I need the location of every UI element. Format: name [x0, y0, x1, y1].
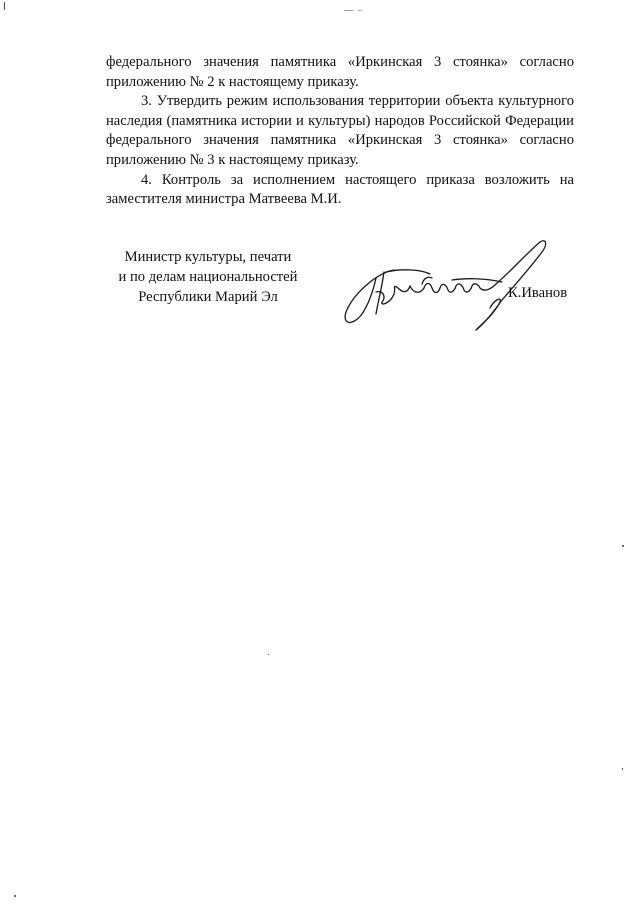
- signatory-title-line: Республики Марий Эл: [138, 289, 278, 305]
- paragraph-continuation: федерального значения памятника «Иркинская 3 стоянка» согласно приложению № 2 к настоящему приказу.: [106, 54, 574, 90]
- header-mark: — −: [344, 5, 364, 15]
- signatory-title-line: и по делам национальностей: [118, 269, 298, 285]
- signatory-title-line: Министр культуры, печати: [124, 249, 292, 265]
- paragraph-item-3: 3. Утвердить режим использования территории объекта культурного наследия (памятника истории и культуры) народов Российской Федерации федерального значения памятника «Иркинская 3 стоянка» согласно приложению № 3 к настоящему приказу.: [106, 93, 574, 168]
- order-body: [106, 53, 574, 210]
- signatory-name: К.Иванов: [508, 285, 568, 301]
- paragraph-item-4: 4. Контроль за исполнением настоящего приказа возложить на заместителя министра Матвеева М.И.: [106, 171, 574, 208]
- handwritten-signature: [334, 232, 554, 332]
- signatory-title: [104, 247, 312, 307]
